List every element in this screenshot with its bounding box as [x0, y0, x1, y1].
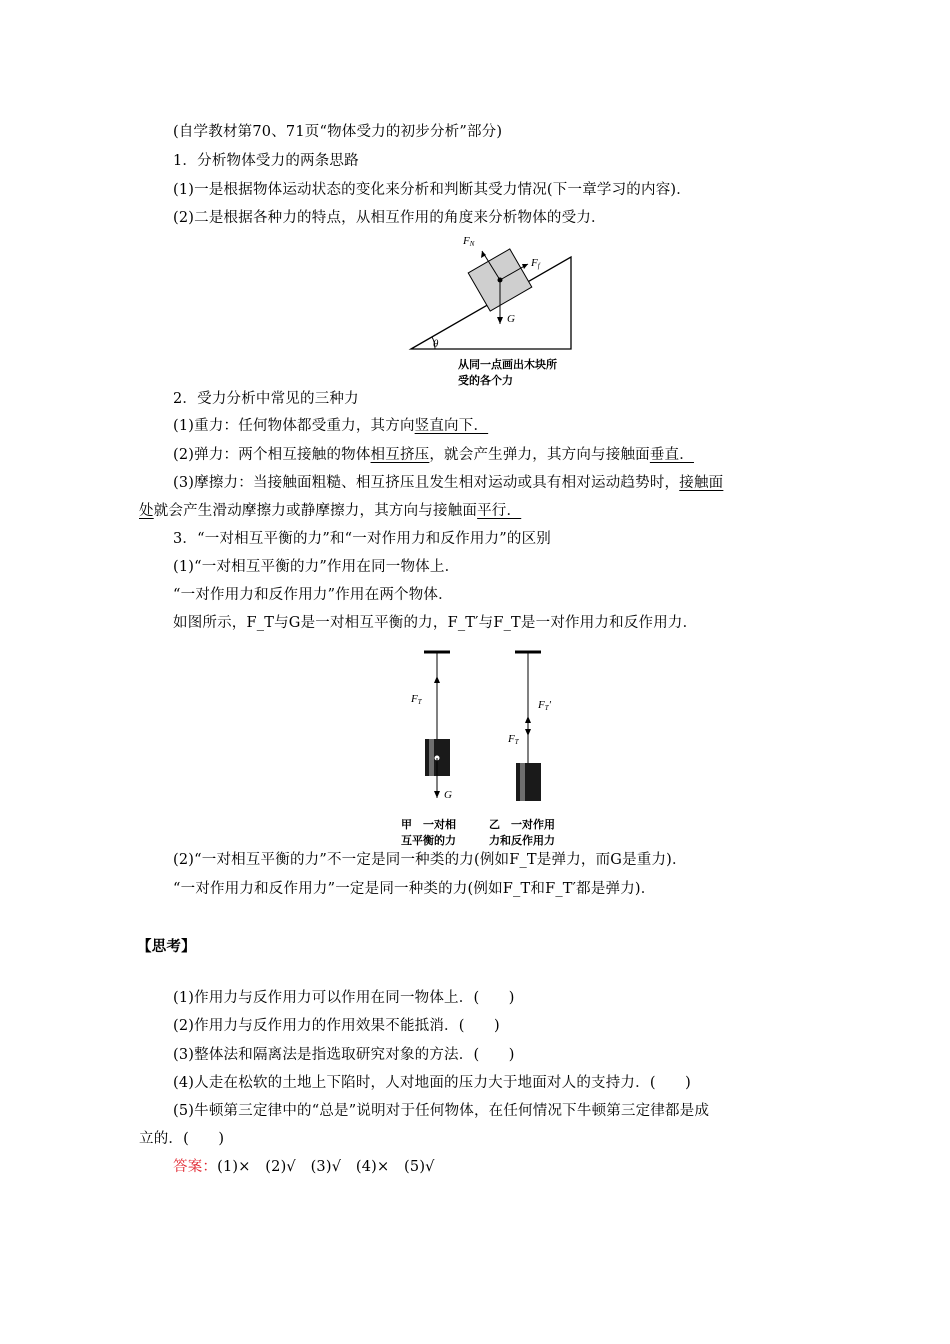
section3-point3: 如图所示，F_T与G是一对相互平衡的力，F_T′与F_T是一对作用力和反作用力．: [173, 615, 698, 631]
gravity-text: (1)重力：任何物体都受重力，其方向: [173, 418, 415, 434]
intro-line: (自学教材第70、71页“物体受力的初步分析”部分): [173, 124, 503, 140]
elastic-text-pre: (2)弹力：两个相互接触的物体: [173, 447, 371, 463]
fig2-caption-left-line1: 甲 一对相: [401, 818, 456, 831]
fig1-caption-line2: 受的各个力: [458, 374, 513, 387]
think-question-5-line1: (5)牛顿第三定律中的“总是”说明对于任何物体，在任何情况下牛顿第三定律都是成: [173, 1103, 710, 1119]
theta-label: θ: [433, 338, 439, 350]
fig2-caption-left-line2: 互平衡的力: [401, 834, 456, 847]
incline-force-diagram: [405, 232, 585, 354]
section3-point4: (2)“一对相互平衡的力”不一定是同一种类的力(例如F_T是弹力，而G是重力)．: [173, 852, 687, 868]
think-question-1: (1)作用力与反作用力可以作用在同一物体上．( ): [173, 990, 515, 1006]
think-question-3: (3)整体法和隔离法是指选取研究对象的方法．( ): [173, 1047, 515, 1063]
elastic-text-mid: ，就会产生弹力，其方向与接触面: [429, 447, 650, 463]
hanging-weights-diagram: [398, 646, 578, 810]
section3-point5: “一对作用力和反作用力”一定是同一种类的力(例如F_T和F_T′都是弹力)．: [173, 881, 656, 897]
section1-title: 1．分析物体受力的两条思路: [173, 153, 359, 169]
friction-text-mid: 就会产生滑动摩擦力或静摩擦力，其方向与接触面: [153, 503, 478, 519]
g-label-left: G: [444, 789, 452, 801]
elastic-line: [173, 445, 694, 465]
think-question-4: (4)人走在松软的土地上下陷时，人对地面的压力大于地面对人的支持力．( ): [173, 1075, 691, 1091]
elastic-condition-blank: 相互挤压: [370, 447, 430, 463]
think-heading: 【思考】: [137, 939, 196, 955]
g-label: G: [507, 313, 515, 325]
gravity-line: [173, 416, 488, 436]
ff-label: Ff: [531, 257, 540, 270]
gravity-direction-blank: 竖直向下．: [414, 418, 489, 434]
fig2-caption-right-line1: 乙 一对作用: [489, 818, 555, 831]
fig1-caption-line1: 从同一点画出木块所: [458, 358, 557, 371]
answer-text: (1)× (2)√ (3)√ (4)× (5)√: [217, 1159, 435, 1175]
ft-label-left: FT: [411, 693, 422, 706]
section1-point1: (1)一是根据物体运动状态的变化来分析和判断其受力情况(下一章学习的内容)．: [173, 182, 691, 198]
section2-title: 2．受力分析中常见的三种力: [173, 391, 359, 407]
friction-line2: [139, 501, 521, 521]
section3-point2: “一对作用力和反作用力”作用在两个物体．: [173, 587, 453, 603]
friction-location-blank: 接触面: [679, 475, 724, 491]
fig2-caption-right-line2: 力和反作用力: [489, 834, 555, 847]
friction-direction-blank: 平行．: [477, 503, 522, 519]
ftp-label-right: FT′: [538, 699, 552, 712]
section3-point1: (1)“一对相互平衡的力”作用在同一物体上．: [173, 559, 460, 575]
weight-right: [516, 763, 541, 801]
ft-label-right: FT: [508, 733, 519, 746]
section3-title: 3．“一对相互平衡的力”和“一对作用力和反作用力”的区别: [173, 531, 551, 547]
think-question-5-line2: 立的．( ): [139, 1131, 225, 1147]
elastic-direction-blank: 垂直．: [649, 447, 694, 463]
answer-line: [173, 1157, 435, 1177]
section1-point2: (2)二是根据各种力的特点，从相互作用的角度来分析物体的受力．: [173, 210, 606, 226]
friction-text-pre: (3)摩擦力：当接触面粗糙、相互挤压且发生相对运动或具有相对运动趋势时，: [173, 475, 680, 491]
answer-label: 答案：: [173, 1159, 218, 1175]
fn-label: FN: [463, 235, 475, 248]
friction-line1: [173, 473, 723, 493]
friction-location-blank-cont: 处: [139, 503, 154, 519]
think-question-2: (2)作用力与反作用力的作用效果不能抵消．( ): [173, 1018, 500, 1034]
